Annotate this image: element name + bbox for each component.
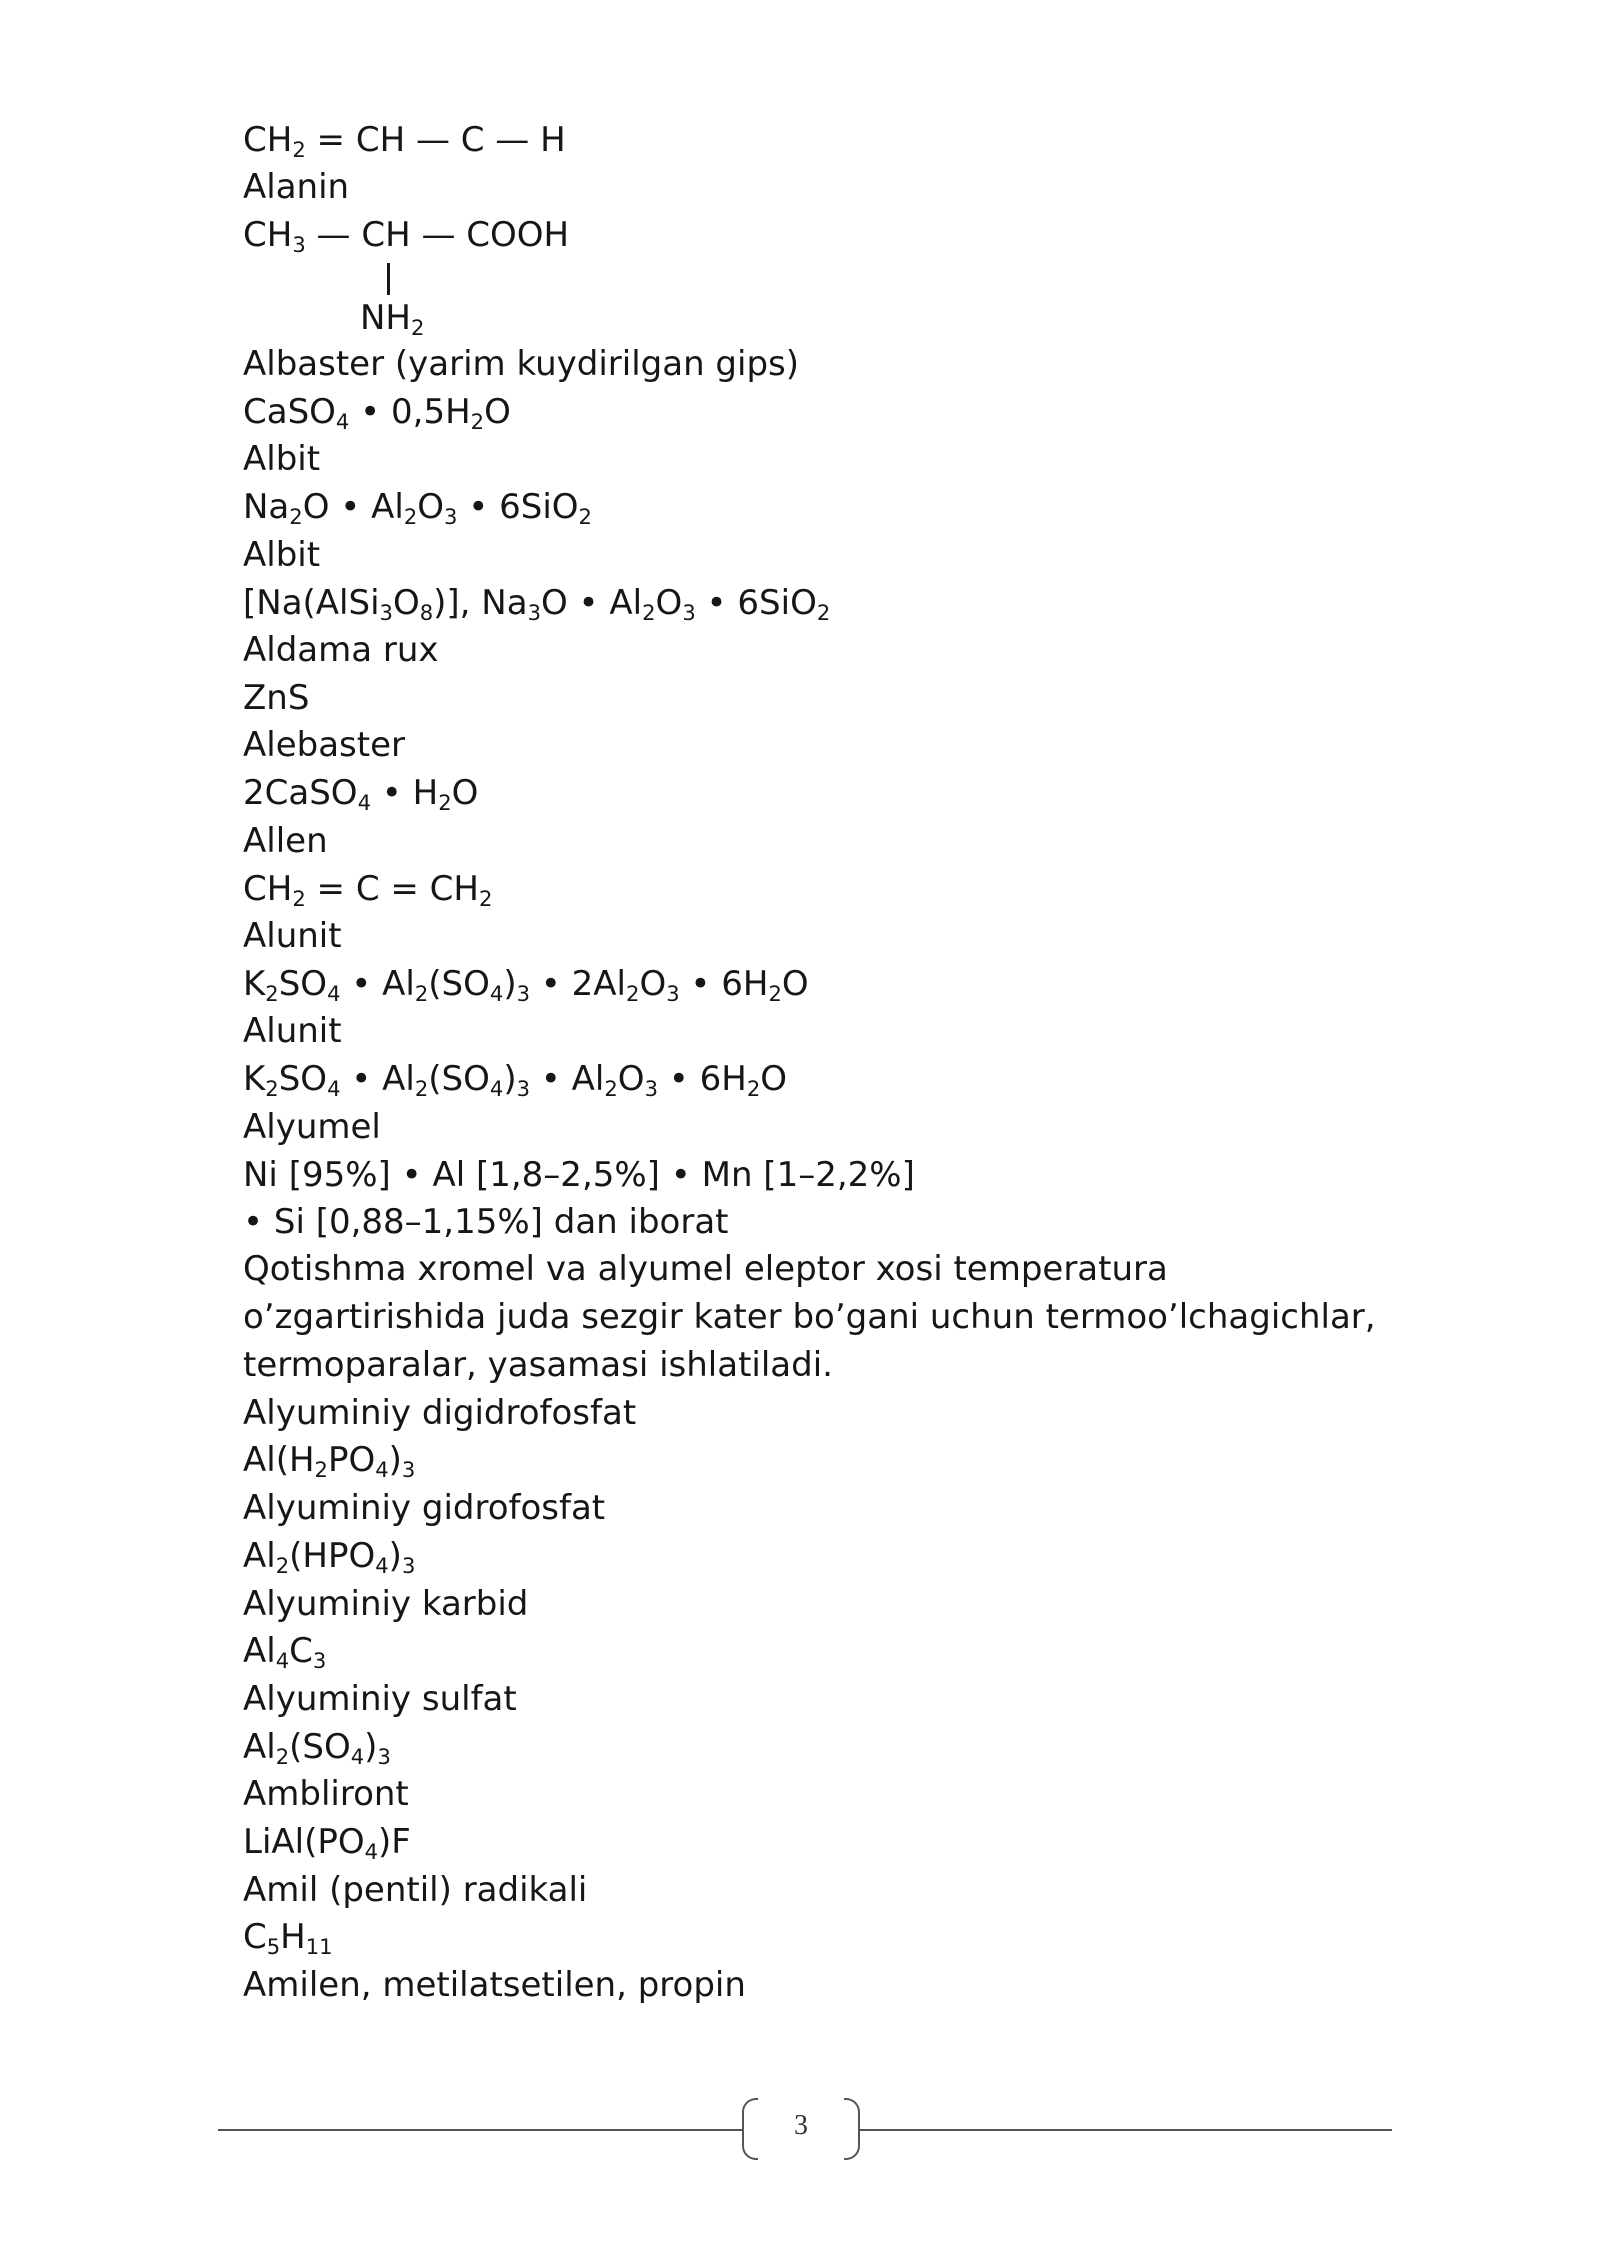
- term-name: Allen: [243, 821, 328, 861]
- term-name: Alyuminiy gidrofosfat: [243, 1488, 606, 1528]
- left-brace-icon: [742, 2098, 758, 2160]
- formula-line: $K_2SO_4$ • $Al_2(SO_4)_3$ • $Al_2O_3$ • $6H_2O$: [243, 1059, 788, 1101]
- formula-line: $Al(H_2PO_4)_3$: [243, 1440, 416, 1482]
- formula-line: $Al_2(HPO_4)_3$: [243, 1536, 416, 1578]
- term-name: Alunit: [243, 916, 342, 956]
- right-brace-icon: [844, 2098, 860, 2160]
- term-name: Alyumel: [243, 1107, 381, 1147]
- formula-line: 2CaSO$_4$ • $H_2O$: [243, 773, 479, 815]
- formula-line: CaSO$_4$ • $0,5H_2O$: [243, 392, 511, 434]
- formula-line: $K_2SO_4$ • $Al_2(SO_4)_3$ • $2Al_2O_3$ • $6H_2O$: [243, 964, 809, 1006]
- term-name: Aldama rux: [243, 630, 439, 670]
- footer-rule-left: [218, 2129, 742, 2131]
- term-name: Ambliront: [243, 1774, 409, 1814]
- formula-line: $C_5H_{11}$: [243, 1917, 333, 1959]
- description-paragraph: Qotishma xromel va alyumel eleptor xosi temperatura o’zgartirishida juda sezgir kater bo’gani uchun termoo’lchagichlar, termoparalar, yasamasi ishlatiladi.: [243, 1249, 1376, 1385]
- formula-line: $CH_2 = C = CH_2$: [243, 869, 493, 911]
- term-name: Albit: [243, 535, 321, 575]
- formula-line: $LiAl(PO_4)F$: [243, 1822, 411, 1864]
- term-name: Albit: [243, 439, 321, 479]
- page-number: 3: [794, 2110, 808, 2141]
- term-name: Albaster (yarim kuydirilgan gips): [243, 344, 800, 384]
- footer-rule-right: [860, 2129, 1392, 2131]
- formula-line: $Al_4C_3$: [243, 1631, 327, 1673]
- formula-line: $Al_2(SO_4)_3$: [243, 1727, 391, 1769]
- formula-line: $Na_2O$ • $Al_2O_3$ • 6SiO$_2$: [243, 487, 592, 529]
- term-name: Amil (pentil) radikali: [243, 1870, 588, 1910]
- term-name: Alebaster: [243, 725, 405, 765]
- formula-line: $NH_2$: [360, 298, 425, 340]
- term-name: Alunit: [243, 1011, 342, 1051]
- term-name: Amilen, metilatsetilen, propin: [243, 1965, 746, 2005]
- formula-line: $[Na(AlSi_3O_8)]$, $Na_3O$ • $Al_2O_3$ • 6SiO$_2$: [243, 583, 831, 625]
- vertical-bond-line: [387, 263, 390, 295]
- term-name: Alyuminiy sulfat: [243, 1679, 517, 1719]
- formula-line: ZnS: [243, 678, 310, 718]
- term-name: Alyuminiy digidrofosfat: [243, 1393, 637, 1433]
- term-name: Alanin: [243, 167, 350, 207]
- formula-line: $CH_3$ — CH — COOH: [243, 215, 570, 257]
- term-name: Alyuminiy karbid: [243, 1584, 529, 1624]
- formula-line: Ni [95%] • Al [1,8–2,5%] • Mn [1–2,2%]: [243, 1155, 915, 1195]
- formula-line: $CH_2$ = CH — C — H: [243, 120, 566, 162]
- formula-line: • Si [0,88–1,15%] dan iborat: [243, 1202, 729, 1242]
